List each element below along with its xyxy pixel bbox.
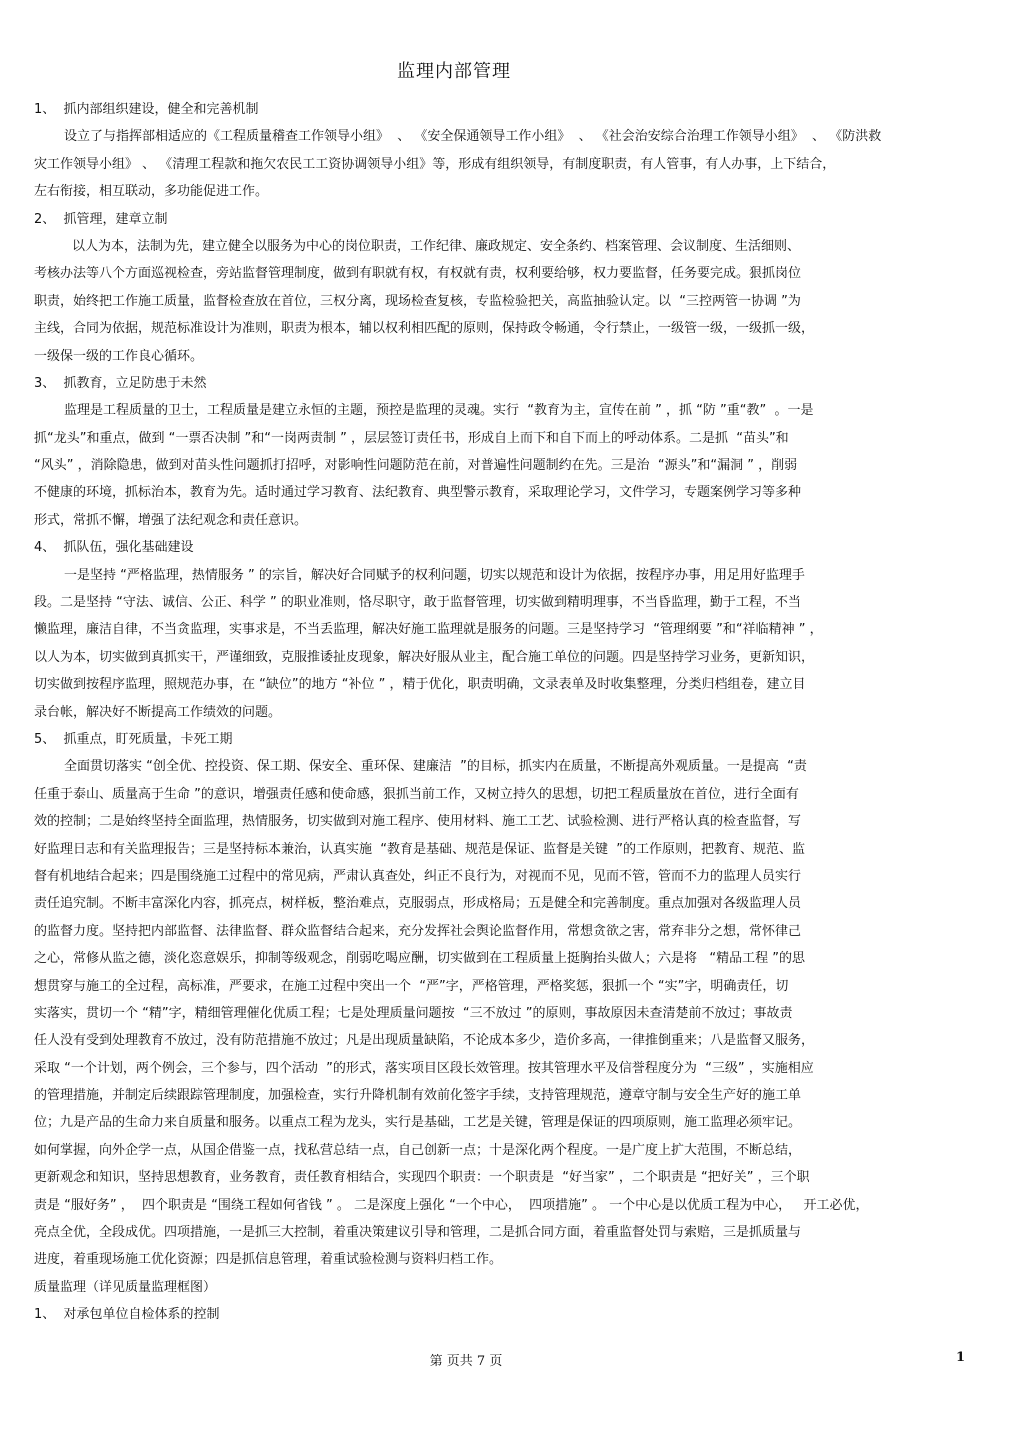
body-line: 如何掌握，向外企学一点，从国企借鉴一点，找私营总结一点，自己创新一点；十是深化两个程度。一是广度上扩大范围，不断总结，: [34, 1142, 802, 1158]
body-line: 督有机地结合起来；四是围绕施工过程中的常见病，严肃认真查处，纠正不良行为，对视而不见，见而不管，管而不力的监理人员实行: [34, 868, 802, 884]
body-line: “风头” ，消除隐患，做到对苗头性问题抓打招呼，对影响性问题防范在前，对普遍性问题制约在先。三是治 “源头”和“漏洞 ” ，削弱: [34, 458, 798, 474]
body-line: 以人为本，切实做到真抓实干，严谨细致，克服推诿扯皮现象，解决好服从业主，配合施工单位的问题。四是坚持学习业务，更新知识，: [34, 649, 815, 665]
body-line: 进度，着重现场施工优化资源；四是抓信息管理，着重试验检测与资料归档工作。: [34, 1252, 503, 1268]
body-line: 亮点全优，全段成优。四项措施，一是抓三大控制，着重决策建议引导和管理，二是抓合同方面，着重监督处罚与索赔，三是抓质量与: [34, 1225, 802, 1241]
body-line: 的管理措施，并制定后续跟踪管理制度，加强检查，实行升降机制有效前化签字手续，支持管理规范，遵章守制与安全生产好的施工单: [34, 1088, 802, 1104]
body-line: 想贯穿与施工的全过程，高标准，严要求，在施工过程中突出一个 “严”字，严格管理，严格奖惩，狠抓一个 “实”字，明确责任，切: [34, 978, 789, 994]
body-line: 职责，始终把工作施工质量，监督检查放在首位，三权分离，现场检查复核，专监检验把关，高监抽验认定。以 “三控两管一协调 ”为: [34, 293, 801, 309]
body-line: 段。二是坚持 “守法、诚信、公正、科学 ” 的职业准则，恪尽职守，敢于监督管理，切实做到精明理事，不当昏监理，勤于工程，不当: [34, 595, 801, 611]
body-line: 效的控制；二是始终坚持全面监理，热情服务，切实做到对施工程序、使用材料、施工工艺、试验检测、进行严格认真的检查监督，写: [34, 814, 802, 830]
document-body: [34, 96, 964, 1329]
body-line: 监理是工程质量的卫士，工程质量是建立永恒的主题，预控是监理的灵魂。实行 “教育为主，宣传在前 ” ，抓 “防 ”重“教” 。一是: [64, 403, 814, 419]
body-line: 设立了与指挥部相适应的《工程质量稽查工作领导小组》 、 《安全保通领导工作小组》 、 《社会治安综合治理工作领导小组》 、 《防洪救: [64, 129, 882, 145]
body-line: 质量监理（详见质量监理框图）: [34, 1279, 217, 1295]
page-info: 第 页共 7 页: [429, 1354, 503, 1369]
body-line: 以人为本，法制为先，建立健全以服务为中心的岗位职责，工作纪律、廉政规定、安全条约、档案管理、会议制度、生活细则、: [72, 238, 801, 254]
body-line: 任人没有受到处理教育不放过，没有防范措施不放过；凡是出现质量缺陷，不论成本多少，造价多高，一律推倒重来；八是监督又服务，: [34, 1033, 815, 1049]
body-line: 全面贯切落实 “创全优、控投资、保工期、保安全、重环保、建廉洁 ”的目标，抓实内在质量，不断提高外观质量。一是提高 “责: [64, 759, 807, 775]
body-line: 好监理日志和有关监理报告；三是坚持标本兼治，认真实施 “教育是基础、规范是保证、监督是关键 ”的工作原则，把教育、规范、监: [34, 841, 805, 857]
body-line: 位；九是产品的生命力来自质量和服务。以重点工程为龙头，实行是基础，工艺是关键，管理是保证的四项原则，施工监理必须牢记。: [34, 1115, 802, 1131]
body-line: 不健康的环境，抓标治本，教育为先。适时通过学习教育、法纪教育、典型警示教育，采取理论学习，文件学习，专题案例学习等多种: [34, 485, 802, 501]
body-line: 2、 抓管理，建章立制: [34, 211, 168, 227]
body-line: 责是 “服好务” ， 四个职责是 “围绕工程如何省钱 ” 。 二是深度上强化 “一个中心， 四项措施” 。 一个中心是以优质工程为中心， 开工必优，: [34, 1197, 869, 1213]
body-line: 任重于泰山、质量高于生命 ”的意识，增强责任感和使命感，狠抓当前工作，又树立持久的思想，切把工程质量放在首位，进行全面有: [34, 786, 799, 802]
body-line: 实落实，贯切一个 “精”字，精细管理催化优质工程；七是处理质量问题按 “三不放过 ”的原则，事故原因未查清楚前不放过；事故责: [34, 1005, 793, 1021]
document-title: 监理内部管理: [397, 61, 511, 82]
body-line: 懒监理，廉洁自律，不当贪监理，实事求是，不当丢监理，解决好施工监理就是服务的问题。三是坚持学习 “管理纲要 ”和“祥临精神 ” ，: [34, 622, 823, 638]
body-line: 切实做到按程序监理，照规范办事，在 “缺位”的地方 “补位 ” ，精于优化，职责明确，文录表单及时收集整理，分类归档组卷，建立目: [34, 677, 806, 693]
body-line: 4、 抓队伍，强化基础建设: [34, 540, 194, 556]
body-line: 灾工作领导小组》 、 《清理工程款和拖欠农民工工资协调领导小组》等，形成有组织领导，有制度职责，有人管事，有人办事，上下结合，: [34, 156, 836, 172]
body-line: 考核办法等八个方面巡视检查，旁站监督管理制度，做到有职就有权，有权就有责，权利要给够，权力要监督，任务要完成。狠抓岗位: [34, 266, 802, 282]
body-line: 采取 “一个计划，两个例会，三个参与，四个活动 ”的形式，落实项目区段长效管理。按其管理水平及信誉程度分为 “三级” ，实施相应: [34, 1060, 814, 1076]
body-line: 的监督力度。坚持把内部监督、法律监督、群众监督结合起来，充分发挥社会舆论监督作用，常想贪欲之害，常弃非分之想，常怀律己: [34, 923, 802, 939]
body-line: 1、 抓内部组织建设，健全和完善机制: [34, 102, 259, 117]
body-line: 更新观念和知识，坚持思想教育，业务教育，责任教育相结合，实现四个职责：一个职责是 “好当家” ，二个职责是 “把好关” ，三个职: [34, 1170, 810, 1186]
body-line: 责任追究制。不断丰富深化内容，抓亮点，树样板，整治难点，克服弱点，形成格局；五是健全和完善制度。重点加强对各级监理人员: [34, 896, 802, 912]
body-line: 录台帐，解决好不断提高工作绩效的问题。: [34, 704, 282, 720]
body-line: 一级保一级的工作良心循环。: [34, 348, 204, 364]
body-line: 1、 对承包单位自检体系的控制: [34, 1307, 220, 1323]
page-footer: [0, 1350, 1024, 1370]
body-line: 一是坚持 “严格监理，热情服务 ” 的宗旨，解决好合同赋予的权利问题，切实以规范和设计为依据，按程序办事，用足用好监理手: [64, 567, 805, 583]
body-line: 3、 抓教育，立足防患于未然: [34, 375, 207, 391]
body-line: 抓“龙头”和重点，做到 “一票否决制 ”和“一岗两责制 ” ，层层签订责任书，形成自上而下和自下而上的呼动体系。二是抓 “苗头”和: [34, 430, 789, 446]
page-number: 1: [956, 1350, 966, 1365]
body-line: 左右衔接，相互联动，多功能促进工作。: [34, 184, 269, 200]
body-line: 5、 抓重点，盯死质量，卡死工期: [34, 731, 233, 747]
body-line: 主线，合同为依据，规范标准设计为准则，职责为根本，辅以权利相匹配的原则，保持政令畅通，令行禁止，一级管一级，一级抓一级，: [34, 321, 815, 337]
body-line: 之心，常修从监之德，淡化恣意娱乐，抑制等级观念，削弱吃喝应酬，切实做到在工程质量上挺胸抬头做人；六是将 “精品工程 ”的思: [34, 951, 805, 967]
body-line: 形式，常抓不懈，增强了法纪观念和责任意识。: [34, 512, 308, 528]
